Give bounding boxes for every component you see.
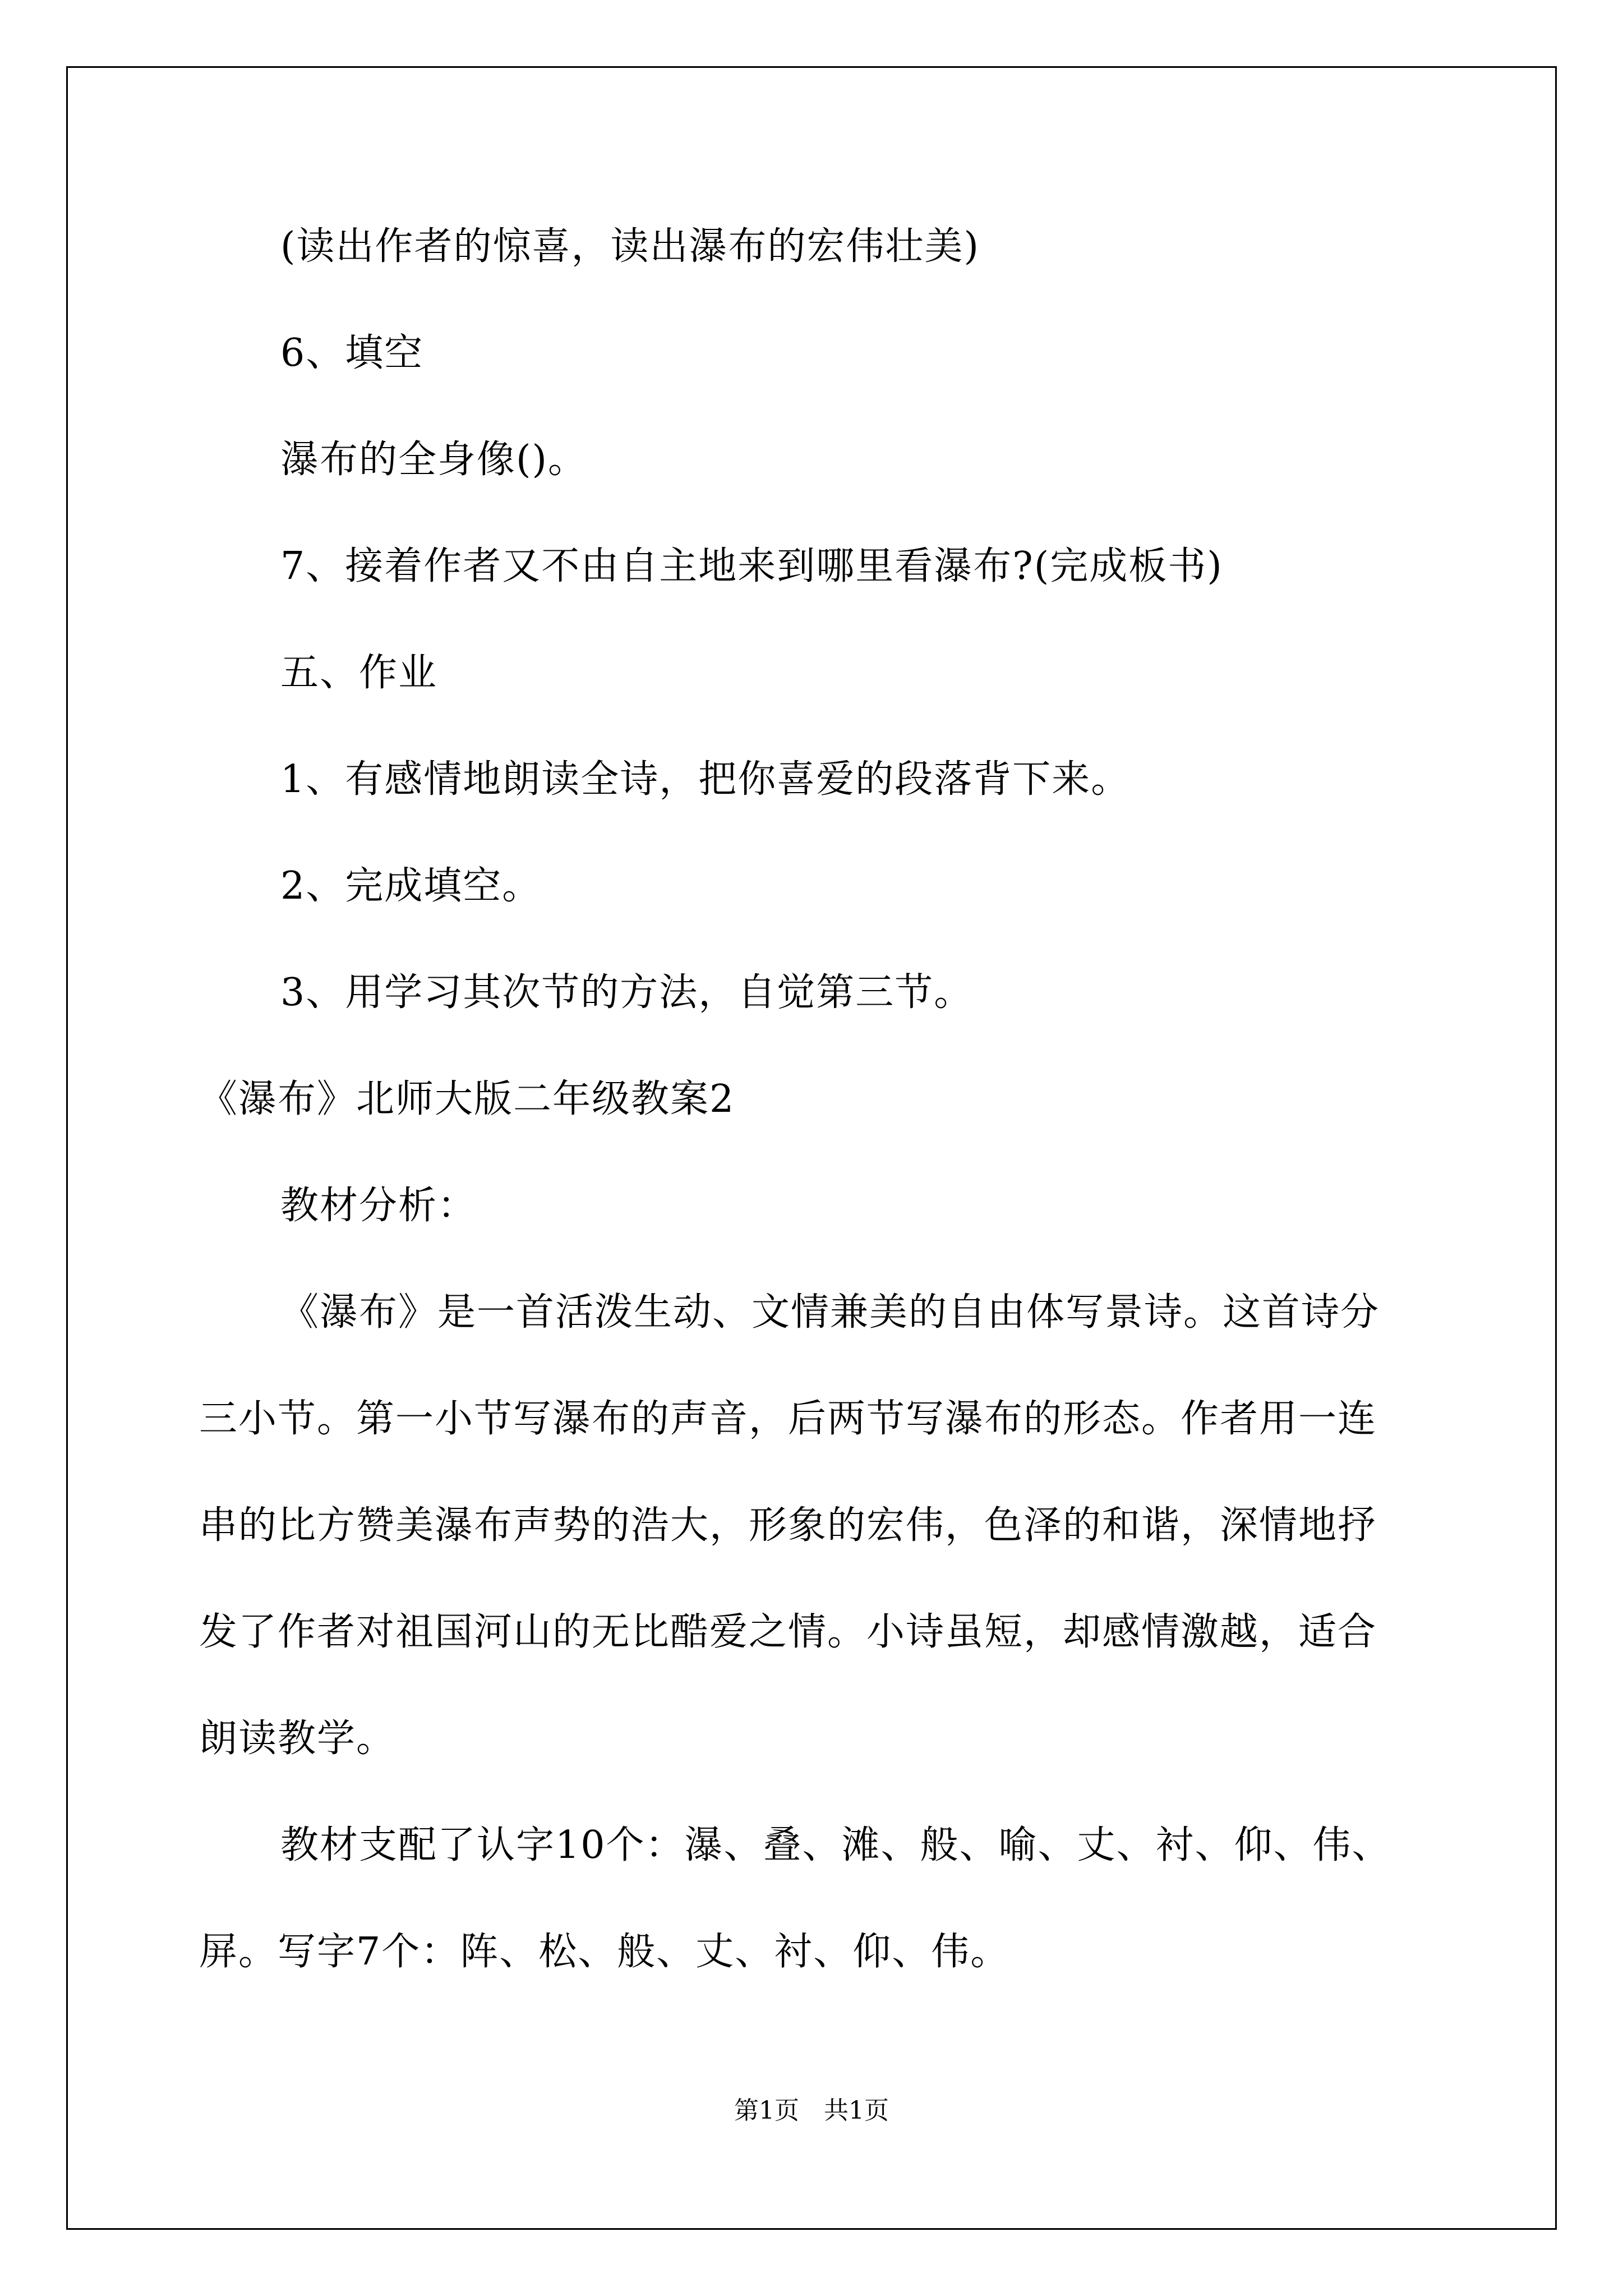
section-title: 《瀑布》北师大版二年级教案2 xyxy=(199,1077,735,1121)
analysis-line: 《瀑布》是一首活泼生动、文情兼美的自由体写景诗。这首诗分 xyxy=(280,1290,1380,1335)
paragraph-question: 7、接着作者又不由自主地来到哪里看瀑布?(完成板书) xyxy=(280,544,1223,588)
page-border xyxy=(66,66,1557,2230)
subheading-analysis: 教材分析： xyxy=(280,1184,477,1228)
paragraph-reading-note: (读出作者的惊喜，读出瀑布的宏伟壮美) xyxy=(280,224,980,269)
paragraph-homework-3: 3、用学习其次节的方法，自觉第三节。 xyxy=(280,970,974,1015)
page-footer: 第1页 共1页 xyxy=(734,2096,889,2125)
paragraph-homework-1: 1、有感情地朗读全诗，把你喜爱的段落背下来。 xyxy=(280,757,1131,802)
characters-line: 教材支配了认字10个：瀑、叠、滩、般、喻、丈、衬、仰、伟、 xyxy=(280,1823,1391,1867)
paragraph-homework-2: 2、完成填空。 xyxy=(280,864,542,908)
paragraph-fill-heading: 6、填空 xyxy=(280,331,424,375)
paragraph-homework-heading: 五、作业 xyxy=(280,651,438,695)
analysis-line: 朗读教学。 xyxy=(199,1717,396,1761)
analysis-line: 发了作者对祖国河山的无比酷爱之情。小诗虽短，却感情激越，适合 xyxy=(199,1610,1377,1654)
analysis-line: 串的比方赞美瀑布声势的浩大，形象的宏伟，色泽的和谐，深情地抒 xyxy=(199,1503,1377,1548)
characters-line: 屏。写字7个：阵、松、般、丈、衬、仰、伟。 xyxy=(199,1930,1010,1974)
paragraph-fill-item: 瀑布的全身像()。 xyxy=(280,438,588,482)
analysis-line: 三小节。第一小节写瀑布的声音，后两节写瀑布的形态。作者用一连 xyxy=(199,1397,1377,1441)
